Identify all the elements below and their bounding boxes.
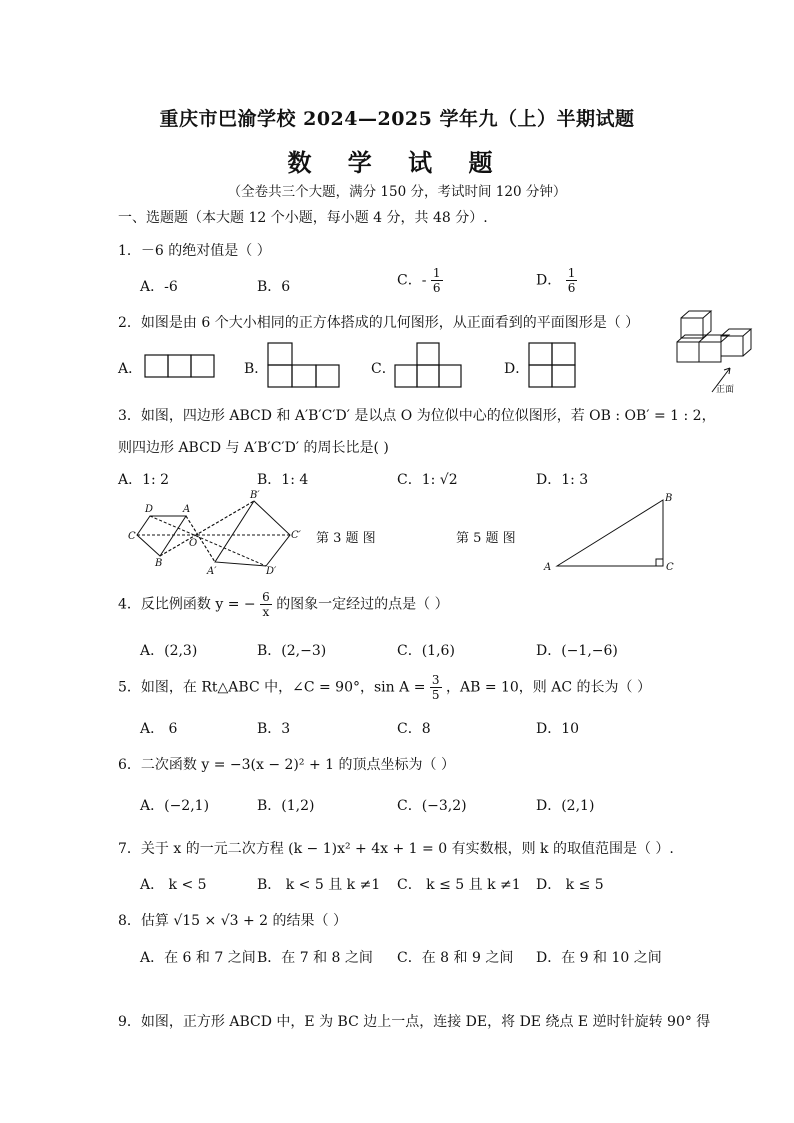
q4-fraction (260, 590, 272, 619)
label-B: B (155, 558, 163, 569)
q1-d-num: 1 (567, 266, 576, 280)
q6-option-c[interactable]: C．(−3,2) (397, 798, 467, 814)
label-Ap: A′ (207, 566, 217, 577)
q7-option-a[interactable]: A． k < 5 (140, 877, 207, 893)
q5-option-a[interactable]: A． 6 (140, 721, 178, 737)
q4-den: x (262, 605, 270, 619)
q2-stem: 2．如图是由 6 个大小相同的正方体搭成的几何图形，从正面看到的平面图形是（ ） (118, 315, 640, 331)
q1-c-num: 1 (432, 266, 441, 280)
q8-option-a[interactable]: A．在 6 和 7 之间 (140, 950, 256, 966)
q6-stem: 6．二次函数 y = −3(x − 2)² + 1 的顶点坐标为（ ） (118, 757, 455, 773)
label-C: C (128, 531, 136, 542)
q7-option-c[interactable]: C． k ≤ 5 且 k ≠1 (397, 877, 521, 893)
subject-title: 数 学 试 题 (287, 148, 507, 177)
q2-option-a-figure (145, 355, 214, 377)
label-tri-A: A (544, 562, 552, 573)
q1-c-prefix: C．- (397, 272, 427, 289)
q7-option-d[interactable]: D． k ≤ 5 (536, 877, 604, 893)
q2-cube-figure (677, 311, 751, 392)
q7-option-b[interactable]: B． k < 5 且 k ≠1 (257, 877, 381, 893)
label-O: O (189, 538, 198, 549)
q5-fraction (430, 673, 442, 702)
q1-d-prefix: D． (536, 272, 562, 289)
exam-title: 重庆市巴渝学校 2024—2025 学年九（上）半期试题 (159, 108, 635, 130)
q5-stem-suffix: ，AB = 10，则 AC 的长为（ ） (445, 679, 651, 696)
q3-stem-line2: 则四边形 ABCD 与 A′B′C′D′ 的周长比是( ) (118, 440, 389, 456)
q6-option-d[interactable]: D．(2,1) (536, 798, 595, 814)
q5-num: 3 (431, 673, 440, 687)
q7-stem: 7．关于 x 的一元二次方程 (k − 1)x² + 4x + 1 = 0 有实数根，则 k 的取值范围是（ ）. (118, 841, 674, 857)
q1-c-den: 6 (432, 281, 441, 295)
q1-option-b[interactable]: B．6 (257, 279, 291, 295)
section-heading: 一、选题题（本大题 12 个小题，每小题 4 分，共 48 分）. (118, 210, 488, 226)
q3-stem-line1: 3．如图，四边形 ABCD 和 A′B′C′D′ 是以点 O 为位似中心的位似图形，若 OB : OB′ = 1 : 2， (118, 408, 716, 424)
q4-option-d[interactable]: D．(−1,−6) (536, 643, 618, 659)
q3-option-c[interactable]: C．1: √2 (397, 472, 458, 488)
q1-option-a[interactable]: A．-6 (140, 279, 178, 295)
q1-stem: 1．－6 的绝对值是（ ） (118, 243, 271, 259)
label-Cp: C′ (291, 530, 301, 541)
q5-den: 5 (431, 688, 440, 702)
q2-option-c-label[interactable]: C． (371, 361, 396, 377)
q2-option-d-figure (529, 343, 575, 387)
q5-stem-prefix: 5．如图，在 Rt△ABC 中，∠C = 90°，sin A = (118, 679, 426, 696)
q8-option-d[interactable]: D．在 9 和 10 之间 (536, 950, 662, 966)
q2-front-label: 正面 (716, 385, 735, 395)
label-tri-C: C (666, 562, 674, 573)
q4-stem-suffix: 的图象一定经过的点是（ ） (276, 596, 449, 613)
q2-option-a-label[interactable]: A． (118, 361, 143, 377)
q4-num: 6 (262, 590, 270, 604)
q2-option-d-label[interactable]: D． (504, 361, 530, 377)
fig3-caption: 第 3 题 图 (316, 531, 376, 546)
q6-option-a[interactable]: A．(−2,1) (140, 798, 210, 814)
q4-option-c[interactable]: C．(1,6) (397, 643, 455, 659)
q8-option-c[interactable]: C．在 8 和 9 之间 (397, 950, 514, 966)
fig5-caption: 第 5 题 图 (456, 531, 516, 546)
q8-stem: 8．估算 √15 × √3 + 2 的结果（ ） (118, 913, 347, 929)
label-tri-B: B (665, 493, 673, 504)
label-Bp: B′ (250, 490, 260, 501)
q5-triangle (557, 500, 663, 566)
q5-option-c[interactable]: C．8 (397, 721, 431, 737)
q2-option-c-figure (395, 343, 461, 387)
q9-stem: 9．如图，正方形 ABCD 中，E 为 BC 边上一点，连接 DE，将 DE 绕点 E 逆时针旋转 90° 得 (118, 1014, 711, 1030)
q6-option-b[interactable]: B．(1,2) (257, 798, 315, 814)
q4-stem (118, 590, 449, 619)
q5-option-b[interactable]: B．3 (257, 721, 291, 737)
q3-option-b[interactable]: B．1: 4 (257, 472, 309, 488)
label-Dp: D′ (266, 566, 277, 577)
label-D: D (145, 504, 154, 515)
q4-option-a[interactable]: A．(2,3) (140, 643, 198, 659)
q3-labels (128, 490, 302, 577)
q2-option-b-label[interactable]: B． (244, 361, 269, 377)
q5-stem (118, 673, 651, 702)
q8-option-b[interactable]: B．在 7 和 8 之间 (257, 950, 373, 966)
q3-option-d[interactable]: D．1: 3 (536, 472, 589, 488)
q5-option-d[interactable]: D．10 (536, 721, 580, 737)
q2-option-b-figure (268, 343, 339, 387)
q4-stem-prefix: 4．反比例函数 y = − (118, 596, 256, 613)
q1-d-den: 6 (567, 281, 576, 295)
q3-option-a[interactable]: A．1: 2 (118, 472, 170, 488)
q4-option-b[interactable]: B．(2,−3) (257, 643, 327, 659)
label-A: A (183, 504, 191, 515)
q3-figure (137, 501, 290, 566)
exam-note: （全卷共三个大题，满分 150 分，考试时间 120 分钟） (227, 184, 567, 200)
